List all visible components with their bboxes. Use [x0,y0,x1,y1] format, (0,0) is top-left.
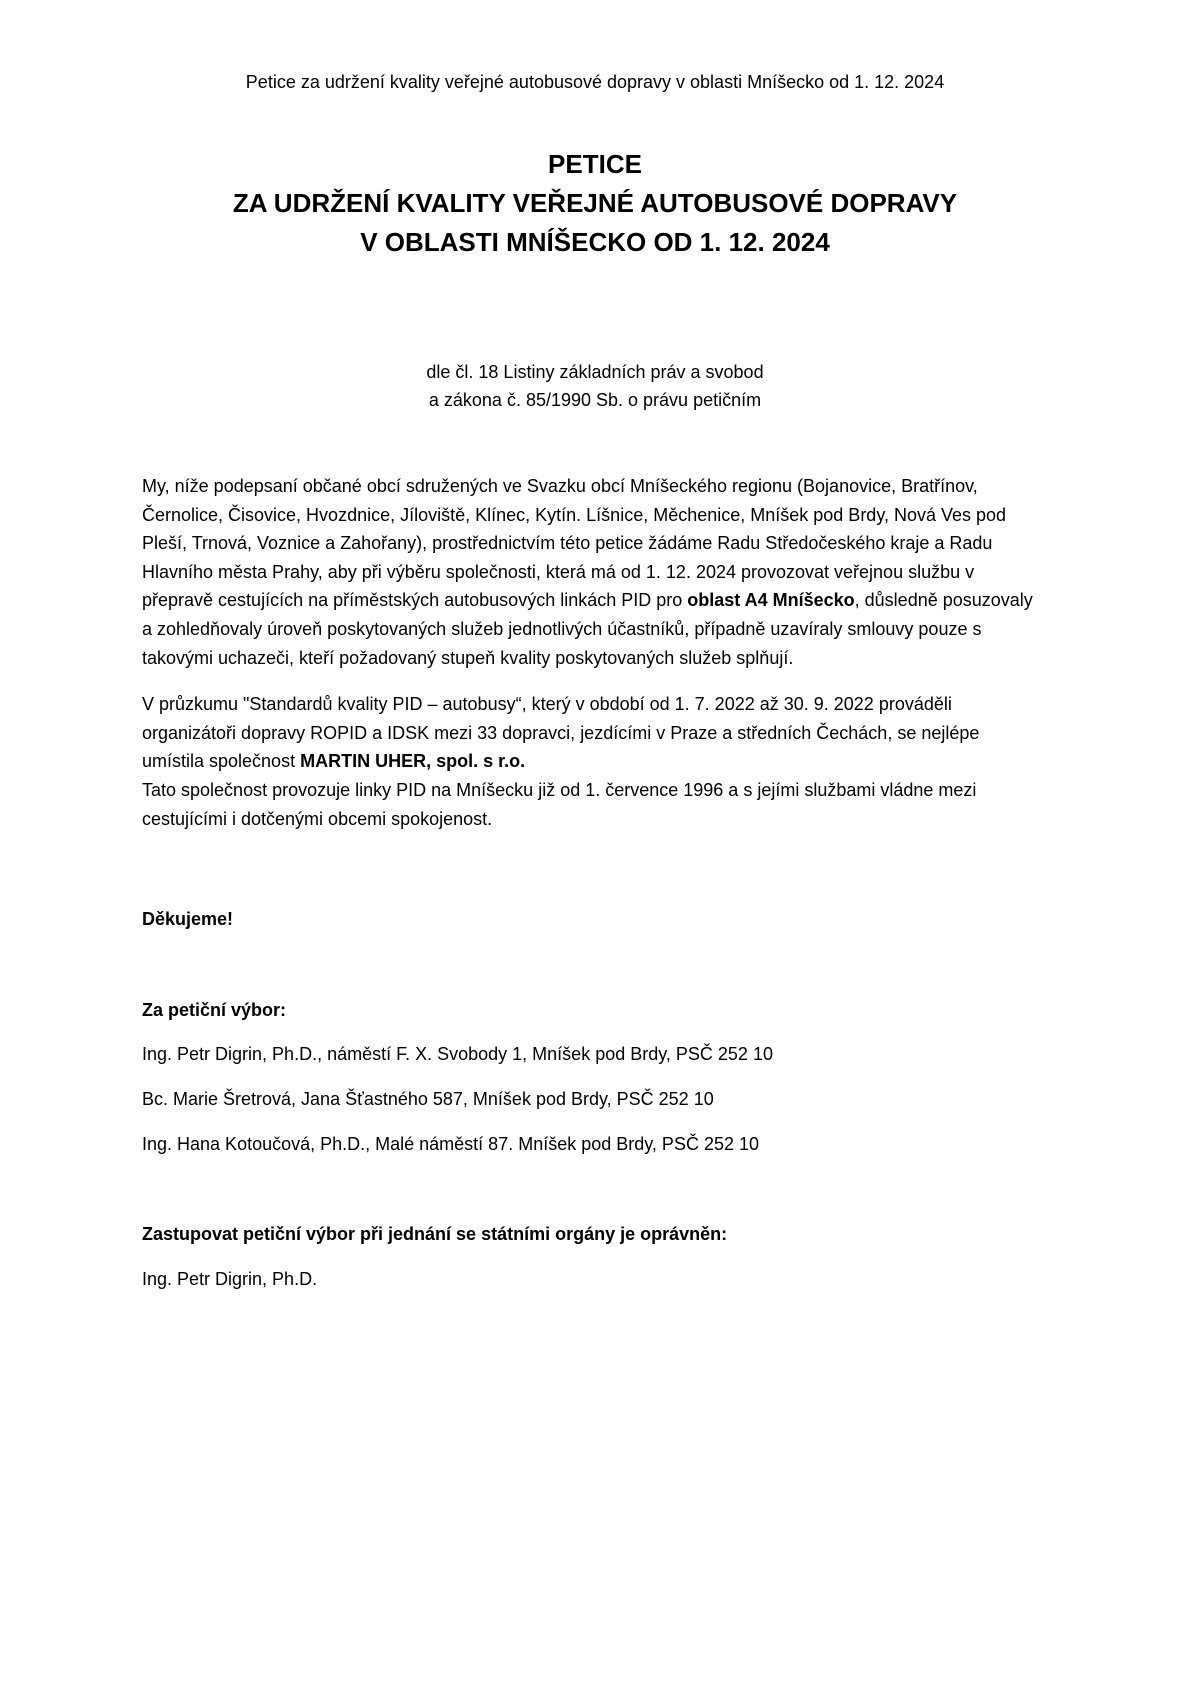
legal-basis-line-1: dle čl. 18 Listiny základních práv a svobod [426,362,764,382]
committee-member: Bc. Marie Šretrová, Jana Šťastného 587, Mníšek pod Brdy, PSČ 252 10 [142,1088,714,1109]
paragraph-request-text-1: My, níže podepsaní občané obcí sdružených ve Svazku obcí Mníšeckého regionu (Bojanovice, Bratřínov, Černolice, Čisovice, Hvozdnice, Jíloviště, Klínec, Kytín. Líšnice, Měchenice, Mníšek pod Brdy, Nová Ves pod Pleší, Trnová, Voznice a Zahořany), prostřednictvím této petice žádáme Radu Středočeského kraje a Radu Hlavního města Prahy, aby při výběru společnosti, která má od 1. 12. 2024 provozovat veřejnou službu v přepravě cestujících na příměstských autobusových linkách PID pro [142,476,1007,611]
paragraph-survey-text-2: Tato společnost provozuje linky PID na Mníšecku již od 1. července 1996 a s jejími službami vládne mezi cestujícími i dotčenými obcemi spokojenost. [142,779,977,829]
area-name: oblast A4 Mníšecko [687,590,855,611]
running-header: Petice za udržení kvality veřejné autobusové dopravy v oblasti Mníšecko od 1. 12. 2024 [245,72,945,92]
representative-name: Ing. Petr Digrin, Ph.D. [142,1268,318,1289]
legal-basis-line-2: a zákona č. 85/1990 Sb. o právu petičním [428,390,762,410]
representative-heading: Zastupovat petiční výbor při jednání se státními orgány je oprávněn: [142,1224,728,1245]
legal-basis [0,358,1190,414]
title-line-3: V OBLASTI MNÍŠECKO OD 1. 12. 2024 [360,227,830,257]
committee-heading: Za petiční výbor: [142,999,287,1020]
title-line-2: ZA UDRŽENÍ KVALITY VEŘEJNÉ AUTOBUSOVÉ DOPRAVY [232,188,958,218]
paragraph-survey [142,690,1042,833]
paragraph-request-text-2: , důsledně posuzovaly a zohledňovaly úroveň poskytovaných služeb jednotlivých účastníků, případně uzavíraly smlouvy pouze s takovými uchazeči, kteří požadovaný stupeň kvality poskytovaných služeb splňují. [142,590,1033,668]
committee-member: Ing. Hana Kotoučová, Ph.D., Malé náměstí 87. Mníšek pod Brdy, PSČ 252 10 [142,1133,760,1154]
paragraph-request [142,472,1042,672]
committee-member: Ing. Petr Digrin, Ph.D., náměstí F. X. Svobody 1, Mníšek pod Brdy, PSČ 252 10 [142,1044,773,1065]
petition-body [142,472,1042,1293]
company-name: MARTIN UHER, spol. s r.o. [300,751,526,772]
title-line-1: PETICE [548,149,642,179]
thanks-text: Děkujeme! [142,909,234,930]
document-title [0,145,1190,262]
paragraph-survey-text-1: V průzkumu "Standardů kvality PID – autobusy“, který v období od 1. 7. 2022 až 30. 9. 2022 prováděli organizátoři dopravy ROPID a IDSK mezi 33 dopravci, jezdícími v Praze a středních Čechách, se nejlépe umístila společnost [142,694,980,772]
